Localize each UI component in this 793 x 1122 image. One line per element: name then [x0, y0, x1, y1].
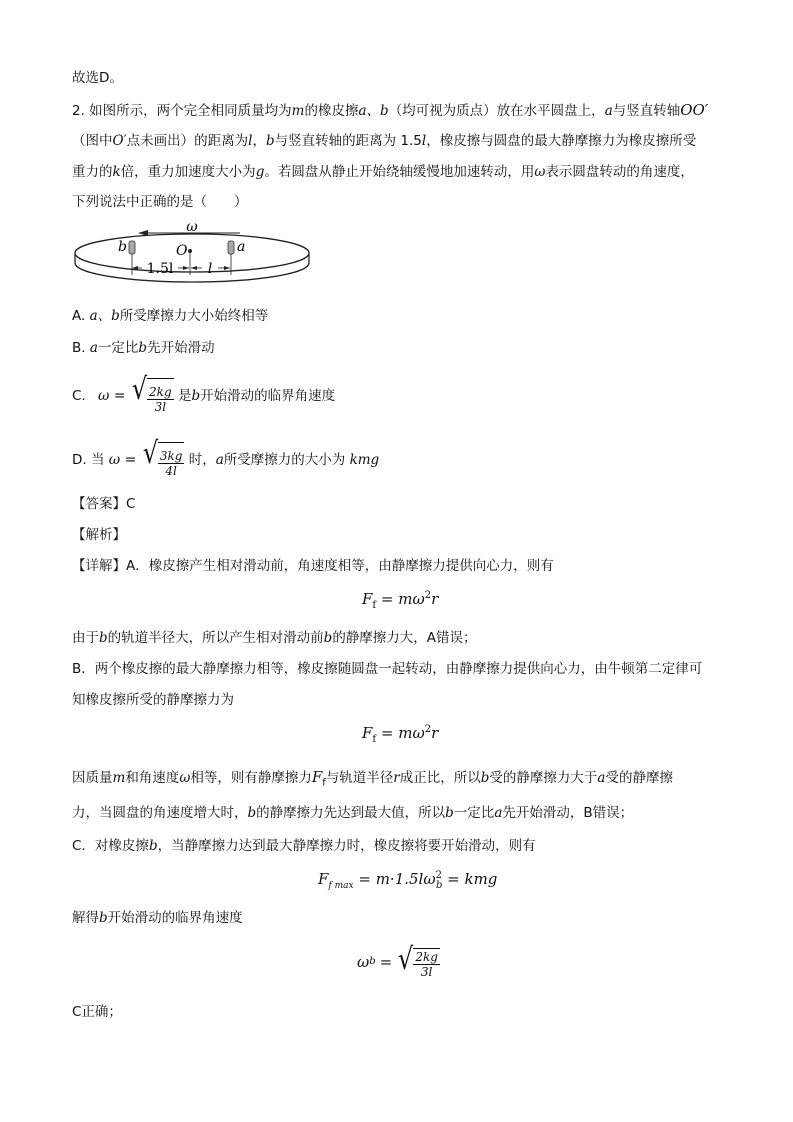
sqrt-2kg-3l: √ $\frac{2kg}{3l}$: [130, 374, 174, 418]
label-a: a: [237, 239, 246, 255]
question-line-2: （图中O′点未画出）的距离为l，b与竖直转轴的距离为 1.5l，橡皮擦与圆盘的最大静摩擦力为橡皮擦所受: [72, 133, 697, 149]
disk: [75, 234, 309, 282]
sqrt-3kg-4l: √ $\frac{3kg}{4l}$: [141, 438, 185, 482]
dist-b-label: 1.5l: [146, 261, 174, 277]
question-line-3: 重力的k倍，重力加速度大小为g。若圆盘从静止开始绕轴缓慢地加速转动，用ω表示圆盘转动的角速度，: [72, 164, 694, 180]
equation-4: ω b = √ $\frac{2kg}{3l}$: [357, 942, 438, 979]
option-b: B. a一定比b先开始滑动: [72, 340, 215, 356]
detail-a-conclusion: 由于b的轨道半径大，所以产生相对滑动前b的静摩擦力大，A错误；: [72, 630, 477, 646]
label-b: b: [118, 239, 127, 255]
answer-line: 【答案】C: [72, 496, 136, 512]
equation-1: $F_f = m\omega^2r$: [362, 590, 439, 611]
question-line-4: 下列说法中正确的是（ ）: [72, 194, 248, 210]
detail-b-line-3: 因质量m和角速度ω相等，则有静摩擦力$F_f$与轨道半径r成正比，所以b受的静摩擦力大于a受的静摩擦: [72, 768, 673, 789]
rotating-disk-diagram: [72, 223, 312, 285]
question-line-1: 2. 如图所示，两个完全相同质量均为m的橡皮擦a、b（均可视为质点）放在水平圆盘上，a与竖直转轴OO′: [72, 101, 709, 119]
eraser-a: [228, 241, 234, 254]
option-a: A. a、b所受摩擦力大小始终相等: [72, 308, 269, 324]
detail-a-line: 【详解】A．橡皮擦产生相对滑动前，角速度相等，由静摩擦力提供向心力，则有: [72, 558, 554, 574]
equation-3: $F_{f max} = m\cdot 1.5l\omega^2_b$ = kmg: [318, 870, 498, 891]
eraser-b: [129, 241, 135, 254]
detail-c-line: C．对橡皮擦b，当静摩擦力达到最大静摩擦力时，橡皮擦将要开始滑动，则有: [72, 838, 536, 854]
option-d: D. 当 ω = √ $\frac{3kg}{4l}$ 时，a所受摩擦力的大小为 kmg: [72, 438, 379, 482]
sqrt-critical-omega: √ $\frac{2kg}{3l}$: [398, 942, 438, 979]
intro-line: 故选D。: [72, 70, 123, 86]
equation-2: $F_f = m\omega^2r$: [362, 724, 439, 745]
option-c: C. ω = √ $\frac{2kg}{3l}$ 是b开始滑动的临界角速度: [72, 374, 335, 418]
detail-c-solve: 解得b开始滑动的临界角速度: [72, 910, 243, 926]
detail-b-line-1: B．两个橡皮擦的最大静摩擦力相等，橡皮擦随圆盘一起转动，由静摩擦力提供向心力，由牛顿第二定律可: [72, 661, 703, 677]
analysis-heading: 【解析】: [72, 527, 126, 543]
dist-a-label: l: [207, 261, 213, 277]
detail-b-line-4: 力，当圆盘的角速度增大时，b的静摩擦力先达到最大值，所以b一定比a先开始滑动，B错误；: [72, 805, 634, 821]
detail-b-line-2: 知橡皮擦所受的静摩擦力为: [72, 692, 234, 708]
detail-c-conclusion: C正确；: [72, 1004, 122, 1020]
label-o: O: [176, 243, 188, 259]
omega-label: ω: [186, 223, 198, 235]
